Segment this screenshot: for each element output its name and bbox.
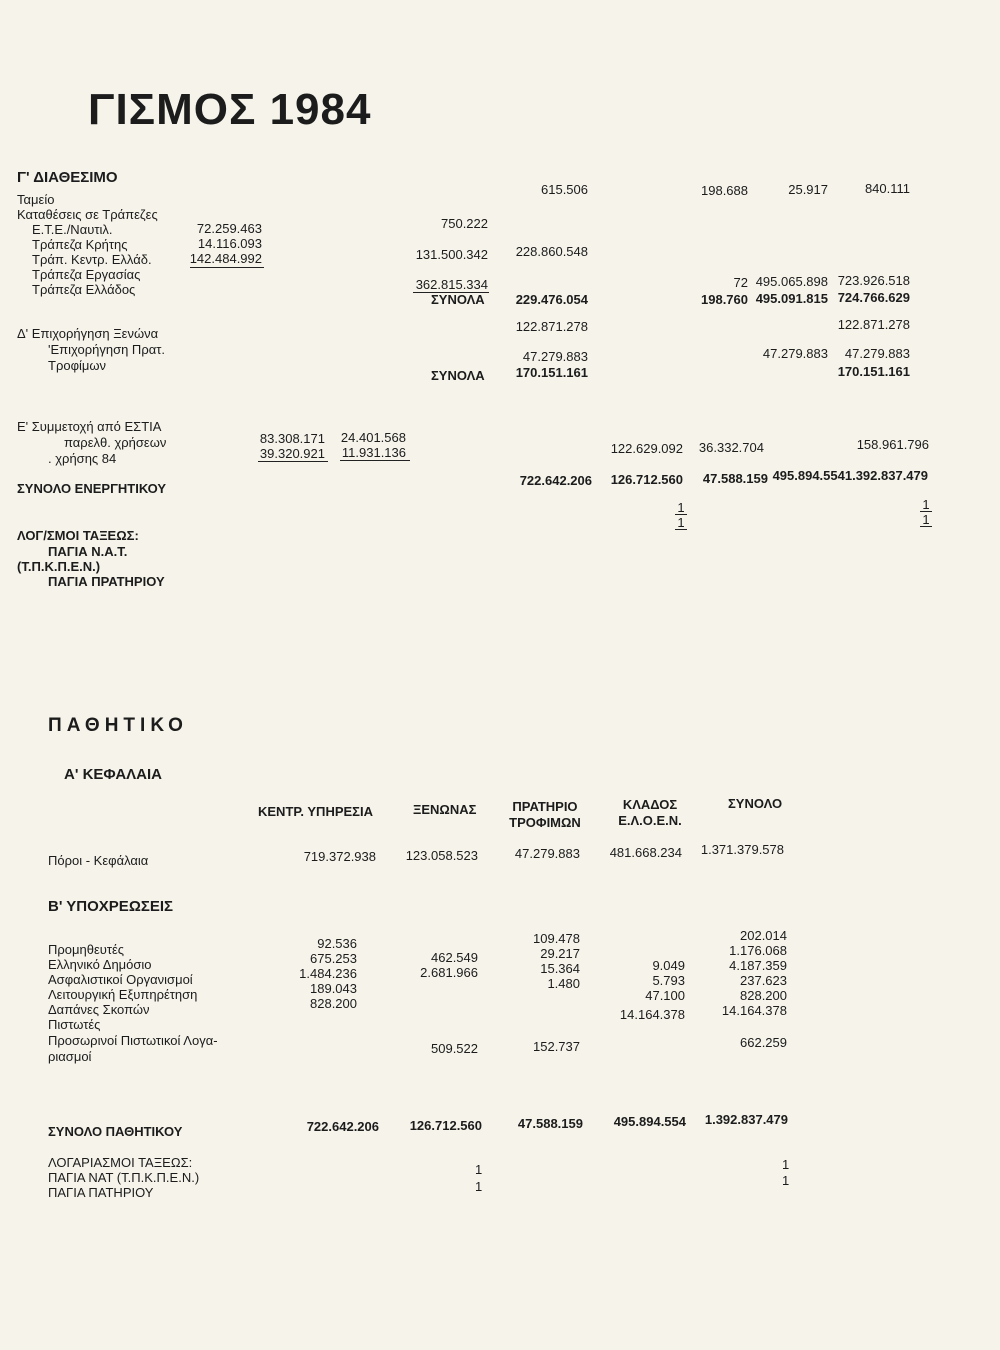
capital-branch: 481.668.234 [609,845,682,860]
bank-ellados-c3: 362.815.334 [415,277,488,292]
liabilities-total-label: ΣΥΝΟΛΟ ΠΑΘΗΤΙΚΟΥ [48,1124,183,1139]
part-prev-c2: 24.401.568 [340,430,406,445]
order-mark-left [675,501,687,530]
liab-order-hostel-2: 1 [475,1179,483,1194]
obl-total-2: 4.187.359 [729,958,787,973]
obl-label-temporary: Προσωρινοί Πιστωτικοί Λογα- [48,1033,218,1048]
obl-branch-expenses: 14.164.378 [619,1007,685,1022]
obl-total-3: 237.623 [740,973,787,988]
part-c1-underline [258,461,328,462]
col-head-shop-line1: ΠΡΑΤΗΡΙΟ [512,799,578,814]
liab-total-branch: 495.894.554 [613,1114,686,1129]
bank-ellados-c6: 72 [733,275,748,290]
liab-order-total-2: 1 [782,1173,790,1188]
cash-total-c6: 198.760 [701,292,748,307]
obl-total-0: 202.014 [740,928,787,943]
col-head-central: ΚΕΝΤΡ. ΥΠΗΡΕΣΙΑ [258,804,373,819]
liab-order-patiriou: ΠΑΓΙΑ ΠΑΤΗΡΙΟΥ [48,1185,154,1200]
order-mark-left-top: 1 [675,501,687,515]
liab-total-hostel: 126.712.560 [409,1118,482,1133]
order-item-tpkpen: (Τ.Π.Κ.Π.Ε.Ν.) [17,559,101,574]
bank-label-ellados: Τράπεζα Ελλάδος [32,282,136,297]
col-head-branch [605,798,695,827]
cash-totals-label: ΣΥΝΟΛΑ [431,292,485,307]
cash-heading: Γ' ΔΙΑΘΕΣΙΜΟ [17,169,118,186]
biz-shop-c7: 47.279.883 [762,346,828,361]
obl-label-suppliers: Προμηθευτές [48,942,125,957]
biz-shop-c4: 47.279.883 [522,349,588,364]
assets-total-c5: 126.712.560 [610,472,683,487]
order-item-pratiriou: ΠΑΓΙΑ ΠΡΑΤΗΡΙΟΥ [48,574,165,589]
bank-ete-c3: 750.222 [441,216,488,231]
cash-total-c4: 229.476.054 [515,292,588,307]
obl-total-6: 662.259 [740,1035,787,1050]
cash-label: Ταμείο [17,192,55,207]
col-head-hostel: ΞΕΝΩΝΑΣ [413,802,477,817]
obl-central-operations: 189.043 [310,981,357,996]
bank-ellados-c8: 723.926.518 [837,273,910,288]
obl-label-state: Ελληνικό Δημόσιο [48,957,152,972]
obl-shop-temporary: 152.737 [533,1039,580,1054]
col-head-shop [500,800,590,829]
obl-shop-insurance: 15.364 [540,961,580,976]
obl-central-suppliers: 92.536 [317,936,357,951]
liab-order-heading: ΛΟΓΑΡΙΑΣΜΟΙ ΤΑΞΕΩΣ: [48,1155,193,1170]
cash-c4: 615.506 [541,182,588,197]
obl-branch-operations: 47.100 [645,988,685,1003]
order-mark-right-bottom: 1 [920,512,932,527]
obl-label-expenses: Δαπάνες Σκοπών [48,1002,150,1017]
liab-order-hostel-1: 1 [475,1162,483,1177]
order-mark-right-top: 1 [920,498,932,512]
col-head-shop-line2: ΤΡΟΦΙΜΩΝ [509,815,581,830]
biz-total-c4: 170.151.161 [515,365,588,380]
deposits-label: Καταθέσεις σε Τράπεζες [17,207,158,222]
obl-branch-insurance: 5.793 [652,973,685,988]
bank-kentr-c3: 131.500.342 [415,247,488,262]
obl-label-operations: Λειτουργική Εξυπηρέτηση [48,987,198,1002]
capital-shop: 47.279.883 [514,846,580,861]
bank-label-kentr: Τράπ. Κεντρ. Ελλάδ. [32,252,152,267]
part-heading: Ε' Συμμετοχή από ΕΣΤΙΑ [17,419,162,434]
bank-label-ete: Ε.Τ.Ε./Ναυτιλ. [32,222,113,237]
assets-total-c6: 47.588.159 [702,471,768,486]
part-total-c5: 122.629.092 [610,441,683,456]
part-sub2: . χρήσης 84 [48,451,117,466]
cash-total-c7: 495.091.815 [755,291,828,306]
obl-hostel-state: 462.549 [431,950,478,965]
part-prev-c1: 83.308.171 [259,431,325,446]
biz-total-c8: 170.151.161 [837,364,910,379]
liab-total-central: 722.642.206 [306,1119,379,1134]
col-head-branch-line2: Ε.Λ.Ο.Ε.Ν. [618,813,682,828]
bank-kritis-c1: 14.116.093 [197,236,262,251]
biz-hostel-c8: 122.871.278 [837,317,910,332]
part-total-c8: 158.961.796 [856,437,929,452]
obl-central-insurance: 1.484.236 [299,966,357,981]
obl-label-creditors: Πιστωτές [48,1017,101,1032]
capital-total: 1.371.379.578 [700,842,784,857]
obl-branch-state: 9.049 [652,958,685,973]
liabilities-heading: ΠΑΘΗΤΙΚΟ [48,715,188,736]
assets-total-label: ΣΥΝΟΛΟ ΕΝΕΡΓΗΤΙΚΟΥ [17,481,167,496]
bank-label-kritis: Τράπεζα Κρήτης [32,237,128,252]
capital-heading: Α' ΚΕΦΑΛΑΙΑ [64,766,162,783]
obligations-heading: Β' ΥΠΟΧΡΕΩΣΕΙΣ [48,898,174,915]
part-sub1: παρελθ. χρήσεων [64,435,167,450]
capital-hostel: 123.058.523 [405,848,478,863]
order-item-nat: ΠΑΓΙΑ Ν.Α.Τ. [48,544,128,559]
biz-totals-label: ΣΥΝΟΛΑ [431,368,485,383]
liab-total-sum: 1.392.837.479 [704,1112,788,1127]
biz-hostel-c4: 122.871.278 [515,319,588,334]
bank-kentr-c1: 142.484.992 [189,251,262,266]
assets-total-c78: 495.894.5541.392.837.479 [772,468,928,483]
bank-label-ergasias: Τράπεζα Εργασίας [32,267,141,282]
order-mark-right [920,498,932,527]
part-total-c6: 36.332.704 [698,440,764,455]
obl-central-state: 675.253 [310,951,357,966]
obl-hostel-insurance: 2.681.966 [420,965,478,980]
capital-central: 719.372.938 [303,849,376,864]
biz-shop-c8: 47.279.883 [844,346,910,361]
page-title: ΓΙΣΜΟΣ 1984 [88,85,372,134]
obl-shop-suppliers: 109.478 [533,931,580,946]
assets-total-c4: 722.642.206 [519,473,592,488]
bank-kentr-c4: 228.860.548 [515,244,588,259]
cash-total-c8: 724.766.629 [837,290,910,305]
col-head-total: ΣΥΝΟΛΟ [728,796,783,811]
biz-sub1: 'Επιχορήγηση Πρατ. [48,342,165,357]
part-84-c1: 39.320.921 [259,446,325,461]
order-mark-left-bottom: 1 [675,515,687,530]
liab-total-shop: 47.588.159 [517,1116,583,1131]
obl-total-1: 1.176.068 [729,943,787,958]
bank-ete-c1: 72.259.463 [196,221,262,236]
obl-hostel-temporary: 509.522 [431,1041,478,1056]
obl-shop-operations: 1.480 [547,976,580,991]
order-heading: ΛΟΓ/ΣΜΟΙ ΤΑΞΕΩΣ: [17,528,139,543]
obl-label-temporary-cont: ριασμοί [48,1049,92,1064]
biz-heading: Δ' Επιχορήγηση Ξενώνα [17,326,159,341]
bank-ellados-c7: 495.065.898 [755,274,828,289]
part-84-c2: 11.931.136 [341,445,406,460]
bank-c1-underline [190,267,264,268]
liab-order-nat: ΠΑΓΙΑ ΝΑΤ (Τ.Π.Κ.Π.Ε.Ν.) [48,1170,200,1185]
cash-c6: 198.688 [701,183,748,198]
obl-label-insurance: Ασφαλιστικοί Οργανισμοί [48,972,193,987]
biz-sub2: Τροφίμων [48,358,107,373]
obl-central-expenses: 828.200 [310,996,357,1011]
capital-label: Πόροι - Κεφάλαια [48,853,149,868]
obl-total-4: 828.200 [740,988,787,1003]
obl-shop-state: 29.217 [540,946,580,961]
col-head-branch-line1: ΚΛΑΔΟΣ [622,797,678,812]
cash-c8: 840.111 [864,181,910,196]
part-c2-underline [340,460,410,461]
liab-order-total-1: 1 [782,1157,790,1172]
cash-c7: 25.917 [788,182,828,197]
obl-total-5: 14.164.378 [721,1003,787,1018]
